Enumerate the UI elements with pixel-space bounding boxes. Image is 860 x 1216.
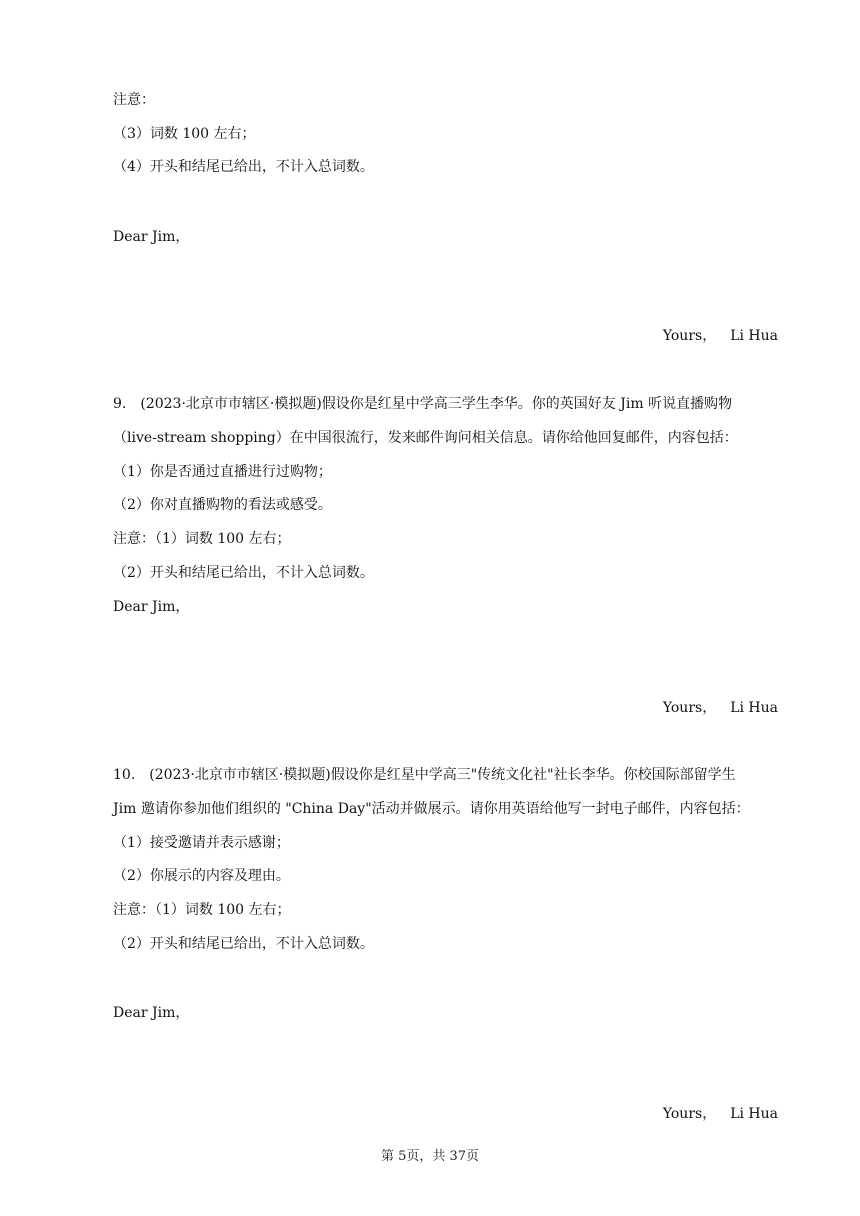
- note-label: 注意：: [113, 92, 155, 108]
- question-10-line1: [113, 765, 736, 785]
- question-10-note2: （2）开头和结尾已给出，不计入总词数。: [113, 936, 374, 952]
- question-10-item2: （2）你展示的内容及理由。: [113, 868, 290, 884]
- question-9-note1: 注意：（1）词数 100 左右；: [113, 531, 291, 547]
- question-10-line2: Jim 邀请你参加他们组织的 "China Day"活动并做展示。请你用英语给他写一封电子邮件，内容包括：: [113, 801, 750, 817]
- question-9-note2: （2）开头和结尾已给出，不计入总词数。: [113, 565, 374, 581]
- letter-signature-block: [663, 326, 778, 346]
- question-9-item2: （2）你对直播购物的看法或感受。: [113, 497, 332, 513]
- question-10-greeting: Dear Jim，: [113, 1005, 190, 1021]
- question-10-item1: （1）接受邀请并表示感谢；: [113, 835, 290, 851]
- question-prompt: (2023·北京市市辖区·模拟题)假设你是红星中学高三学生李华。你的英国好友 Jim 听说直播购物: [140, 396, 733, 412]
- question-9-line1: [113, 394, 732, 414]
- question-9-item1: （1）你是否通过直播进行过购物；: [113, 464, 332, 480]
- question-10-signature-block: [663, 1104, 778, 1124]
- question-prompt: (2023·北京市市辖区·模拟题)假设你是红星中学高三"传统文化社"社长李华。你校国际部留学生: [149, 767, 736, 783]
- letter-signer: Li Hua: [730, 700, 778, 716]
- letter-signer: Li Hua: [730, 328, 778, 344]
- note-item-4: （4）开头和结尾已给出，不计入总词数。: [113, 159, 374, 175]
- question-10-note1: 注意：（1）词数 100 左右；: [113, 902, 291, 918]
- letter-closing: Yours，: [662, 328, 717, 344]
- page-footer: 第 5页，共 37页: [380, 1149, 480, 1164]
- question-9-line2: （live-stream shopping）在中国很流行，发来邮件询问相关信息。请你给他回复邮件，内容包括：: [113, 430, 738, 446]
- question-9-signature-block: [663, 698, 778, 718]
- note-item-3: （3）词数 100 左右；: [113, 126, 256, 142]
- letter-signer: Li Hua: [730, 1106, 778, 1122]
- question-number: 9.: [113, 396, 127, 412]
- letter-closing: Yours，: [662, 700, 717, 716]
- letter-closing: Yours，: [662, 1106, 717, 1122]
- letter-greeting: Dear Jim，: [113, 229, 190, 245]
- question-number: 10.: [113, 767, 136, 783]
- question-9-greeting: Dear Jim，: [113, 599, 190, 615]
